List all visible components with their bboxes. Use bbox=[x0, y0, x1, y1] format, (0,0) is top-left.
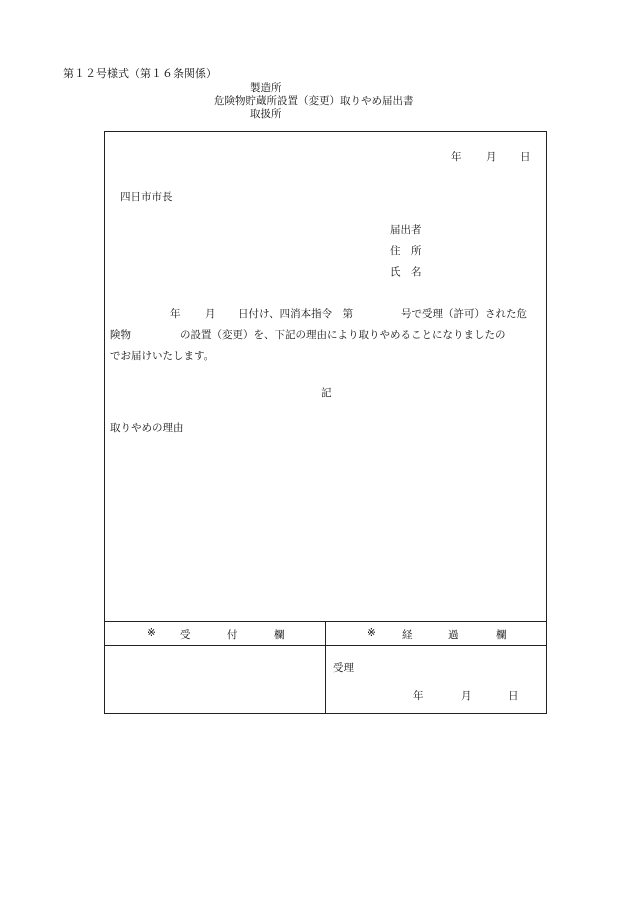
reception-header-char-2: 付 bbox=[227, 629, 238, 641]
address-label: 住 所 bbox=[390, 245, 422, 257]
receipt-date-month: 月 bbox=[461, 690, 472, 702]
document-title: 危険物貯蔵所設置（変更）取りやめ届出書 bbox=[214, 95, 414, 107]
ki-label: 記 bbox=[321, 387, 332, 399]
body-year: 年 bbox=[170, 308, 181, 320]
receipt-label: 受理 bbox=[333, 662, 354, 674]
progress-header-mark: ※ bbox=[367, 627, 376, 639]
addressee: 四日市市長 bbox=[120, 191, 173, 203]
body-line3: でお届けいたします。 bbox=[110, 350, 215, 362]
date-year: 年 bbox=[451, 151, 462, 163]
body-line1-after-number: 号で受理（許可）された危 bbox=[401, 308, 527, 320]
notifier-label: 届出者 bbox=[390, 224, 422, 236]
body-line2-rest: の設置（変更）を、下記の理由により取りやめることになりましたの bbox=[180, 329, 506, 341]
progress-header-char-1: 経 bbox=[402, 629, 413, 641]
body-line2-start: 険物 bbox=[110, 329, 131, 341]
form-number: 第１２号様式（第１６条関係） bbox=[63, 67, 217, 80]
reception-header-char-1: 受 bbox=[180, 629, 191, 641]
table-column-divider bbox=[325, 621, 326, 714]
body-line1-suffix: 日付け、四消本指令 第 bbox=[238, 308, 354, 320]
body-month: 月 bbox=[205, 308, 216, 320]
receipt-date-day: 日 bbox=[508, 690, 519, 702]
progress-header-char-3: 欄 bbox=[496, 629, 507, 641]
title-top: 製造所 bbox=[250, 82, 282, 94]
date-day: 日 bbox=[520, 151, 531, 163]
date-month: 月 bbox=[486, 151, 497, 163]
progress-header-char-2: 過 bbox=[448, 629, 459, 641]
reason-label: 取りやめの理由 bbox=[110, 422, 184, 434]
receipt-date-year: 年 bbox=[413, 690, 424, 702]
reception-header-char-3: 欄 bbox=[274, 629, 285, 641]
title-bottom: 取扱所 bbox=[250, 108, 282, 120]
reception-header-mark: ※ bbox=[147, 627, 156, 639]
name-label: 氏 名 bbox=[390, 266, 422, 278]
